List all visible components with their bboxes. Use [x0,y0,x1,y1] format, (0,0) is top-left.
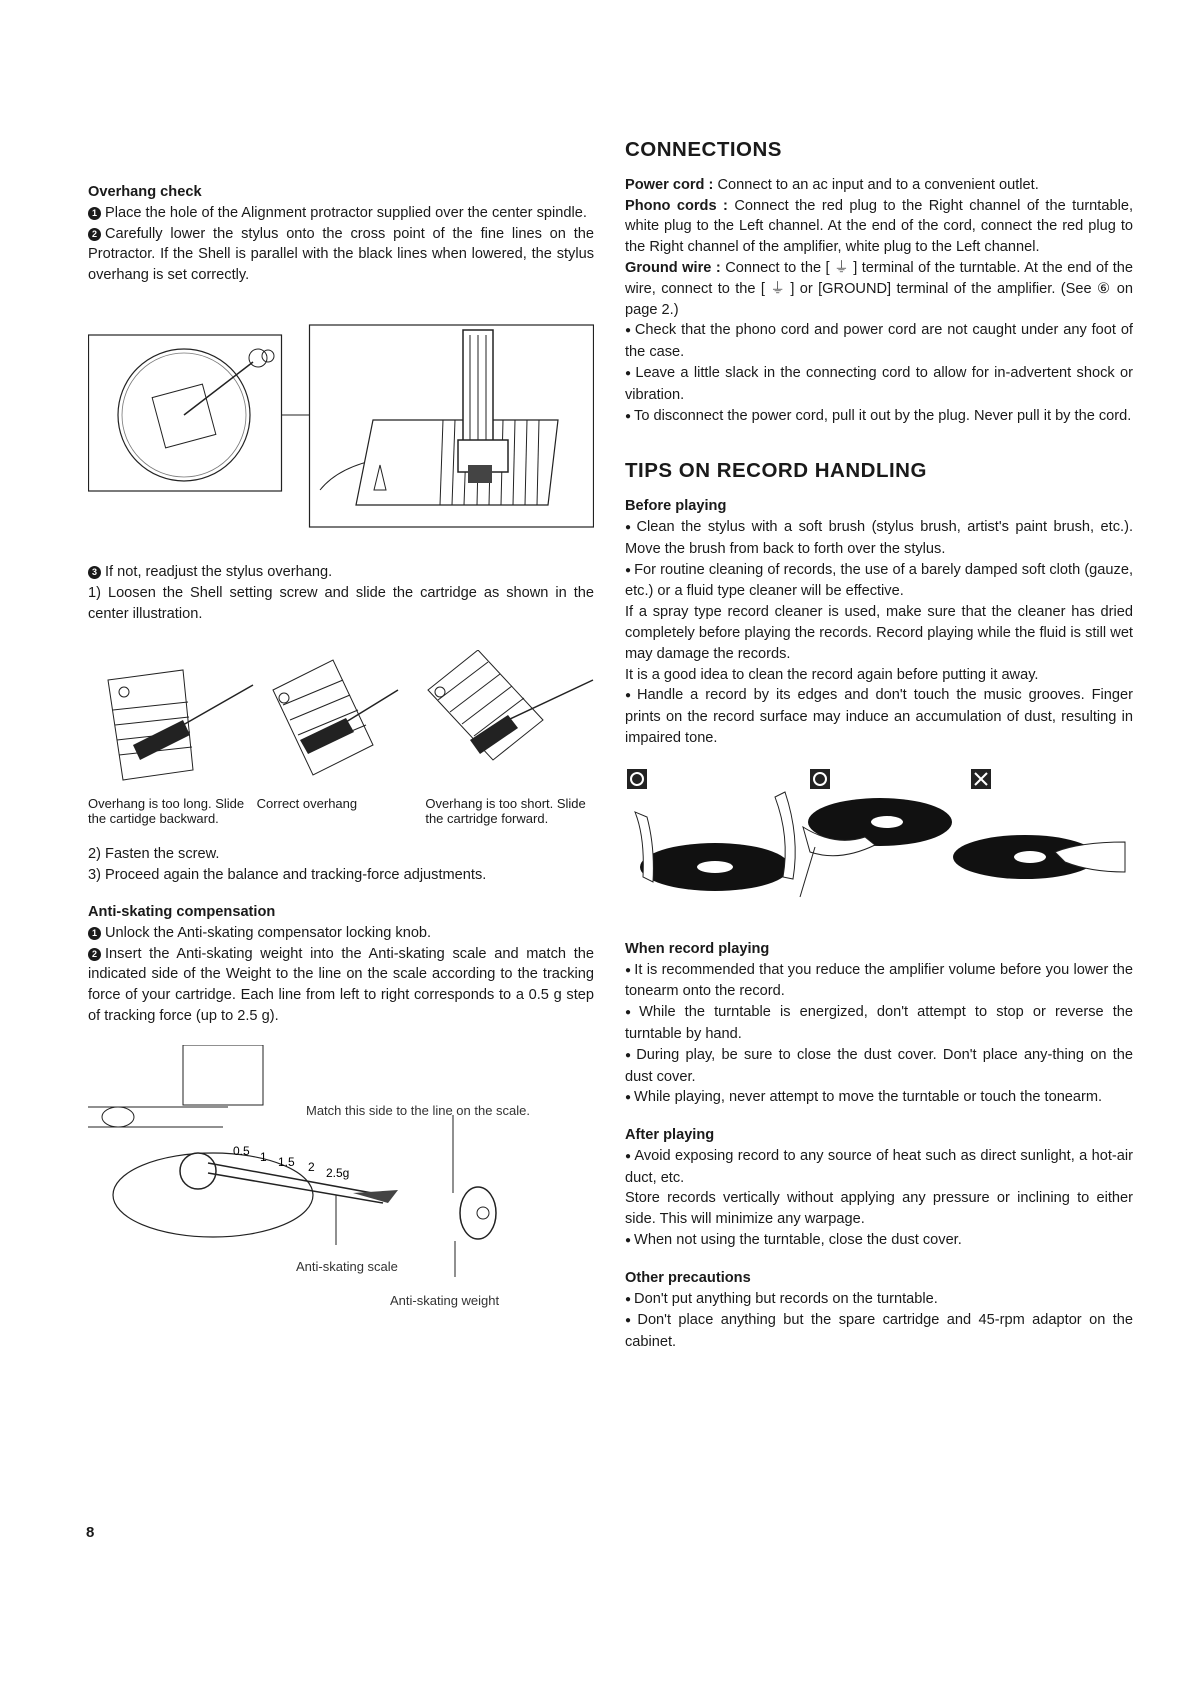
caption-too-short: Overhang is too short. Slide the cartridge forward. [425,796,586,827]
match-side-label: Match this side to the line on the scale. [306,1102,531,1118]
step-number-2: 2 [88,948,101,961]
scale-tick-0-5: 0.5 [233,1143,250,1158]
power-cord-label: Power cord : [625,176,714,193]
anti-skating-weight-label: Anti-skating weight [390,1292,500,1308]
cartridge-correct [273,660,398,775]
after-paragraph: Store records vertically without applying any pressure or inclining to either side. This will minimize any warpage. [625,1190,1133,1228]
tips-heading: TIPS ON RECORD HANDLING [625,459,927,483]
anti-skating-illustration [88,1045,594,1308]
other-bullet-2: ● Don't place anything but the spare cartridge and 45-rpm adaptor on the cabinet. [625,1310,1133,1353]
other-precautions-heading: Other precautions [625,1269,751,1286]
before-playing-heading: Before playing [625,498,727,515]
step-number-2: 2 [88,228,101,241]
when-bullet-4: ● While playing, never attempt to move the turntable or touch the tonearm. [625,1087,1133,1109]
when-bullet-2: ● While the turntable is energized, don't attempt to stop or reverse the turntable by hand. [625,1002,1133,1045]
before-bullet-1: ● Clean the stylus with a soft brush (stylus brush, artist's paint brush, etc.). Move the brush from back to forth over the stylus. [625,517,1133,560]
overhang-check-heading: Overhang check [88,184,202,200]
protractor-figure [88,320,594,540]
overhang-step-3: 3 If not, readjust the stylus overhang. [88,562,594,583]
before-bullet-2: ● For routine cleaning of records, the use of a barely damped soft cloth (gauze, etc.) or a fluid type cleaner will be effective. [625,560,1133,603]
right-column [625,140,1133,1353]
cartridge-position-illustration [88,650,594,790]
overhang-substep-2: 2) Fasten the screw. [88,846,220,863]
left-column [88,182,594,1308]
before-paragraph-2: It is a good idea to clean the record again before putting it away. [625,666,1039,683]
scale-tick-1-5: 1.5 [278,1154,295,1169]
before-paragraph-1: If a spray type record cleaner is used, make sure that the cleaner has dried completely before playing the records. Record playing while the fluid is still wet may damage the records. [625,604,1133,662]
overhang-substep-1: 1) Loosen the Shell setting screw and slide the cartridge as shown in the center illustration. [88,584,594,622]
anti-skating-heading: Anti-skating compensation [88,903,276,920]
when-bullet-1: ● It is recommended that you reduce the amplifier volume before you lower the tonearm onto the record. [625,960,1133,1003]
step-number-1: 1 [88,927,101,940]
caption-correct: Correct overhang [256,796,358,812]
overhang-substep-3: 3) Proceed again the balance and tracking-force adjustments. [88,867,487,884]
scale-tick-2: 2 [308,1159,315,1174]
overhang-step-1: 1 Place the hole of the Alignment protractor supplied over the center spindle. [88,203,594,224]
power-cord-paragraph: Power cord : Connect to an ac input and to a convenient outlet. [625,176,1039,193]
ground-wire-paragraph: Ground wire : Connect to the [ ⏚ ] terminal of the turntable. At the end of the wire, connect to the [ ⏚ ] or [GROUND] terminal of the amplifier. (See ⑥ on page 2.) [625,259,1133,318]
anti-skating-step-2: 2 Insert the Anti-skating weight into the Anti-skating scale and match the indicated side of the Weight to the line on the scale according to the tracking force of your cartridge. Each line from left to right corresponds to a 0.5 g step of tracking force (up to 2.5 g). [88,945,594,1024]
before-bullet-3: ● Handle a record by its edges and don't touch the music grooves. Finger prints on the record surface may induce an accumulation of dust, resulting in impaired tone. [625,685,1133,748]
record-handling-illustration [625,767,1133,917]
after-bullet-2: ● When not using the turntable, close the dust cover. [625,1230,1133,1252]
phono-cords-label: Phono cords : [625,197,728,214]
step-number-1: 1 [88,207,101,220]
step-number-3: 3 [88,566,101,579]
ground-wire-label: Ground wire : [625,259,721,276]
cartridge-captions [88,796,594,826]
page-number: 8 [86,1524,95,1541]
phono-cords-paragraph: Phono cords : Connect the red plug to the Right channel of the turntable, white plug to the Left channel. At the end of the cord, connect the red plug to the Right channel of the amplifier, white plug to the Left channel. [625,197,1134,256]
after-bullet-1: ● Avoid exposing record to any source of heat such as direct sunlight, a hot-air duct, etc. [625,1146,1133,1189]
caption-too-long: Overhang is too long. Slide the cartidge backward. [88,796,245,827]
connections-bullet-2: ● Leave a little slack in the connecting cord to allow for in-advertent shock or vibration. [625,363,1133,406]
cartridge-figures [88,650,594,790]
anti-skating-step-1: 1 Unlock the Anti-skating compensator locking knob. [88,923,594,944]
scale-tick-1: 1 [260,1149,267,1164]
connections-bullet-1: ● Check that the phono cord and power cord are not caught under any foot of the case. [625,320,1133,363]
anti-skating-scale-label: Anti-skating scale [296,1258,398,1274]
cartridge-too-long [108,670,253,780]
record-handling-figure [625,767,1133,917]
other-bullet-1: ● Don't put anything but records on the turntable. [625,1289,1133,1311]
after-playing-heading: After playing [625,1127,715,1144]
scale-tick-2-5: 2.5g [326,1165,350,1180]
protractor-illustration [88,320,594,540]
overhang-step-2: 2 Carefully lower the stylus onto the cross point of the fine lines on the Protractor. If the Shell is parallel with the black lines when lowered, the stylus overhang is set correctly. [88,225,594,284]
connections-bullet-3: ● To disconnect the power cord, pull it out by the plug. Never pull it by the cord. [625,406,1133,428]
cartridge-too-short [428,650,593,760]
when-bullet-3: ● During play, be sure to close the dust cover. Don't place any-thing on the dust cover. [625,1045,1133,1088]
connections-heading: CONNECTIONS [625,138,782,161]
when-playing-heading: When record playing [625,940,770,957]
